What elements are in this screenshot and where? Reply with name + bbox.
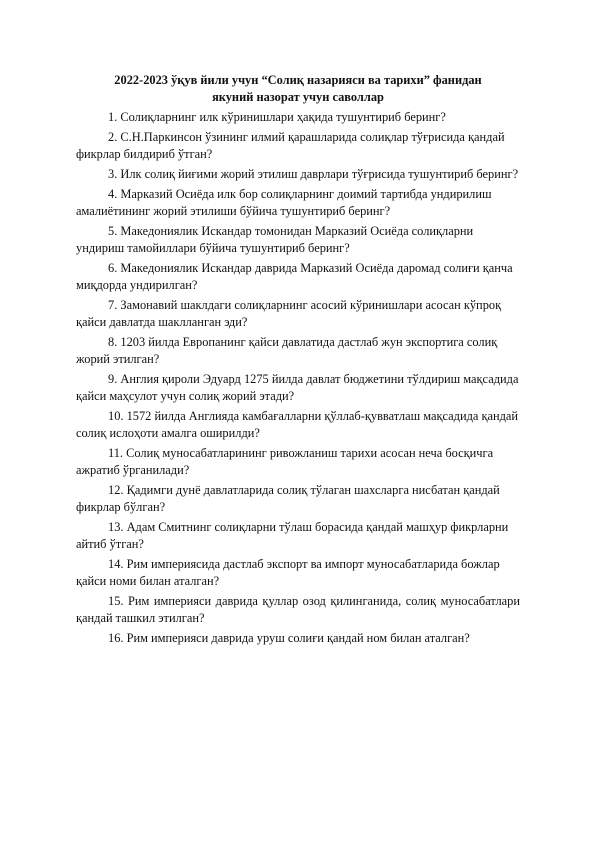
question-9: 9. Англия қироли Эдуард 1275 йилда давлат бюджетини тўлдириш мақсадида қайси маҳсулот учун солиқ жорий этади? [76, 372, 519, 403]
question-5: 5. Македониялик Искандар томонидан Марказий Осиёда солиқларни ундириш тамойиллари бўйича тушунтириб беринг? [76, 224, 474, 255]
question-15: 15. Рим империяси даврида қуллар озод қилинганида, солиқ муносабатлари қандай ташкил этилган? [76, 594, 520, 625]
question-3: 3. Илк солиқ йиғими жорий этилиш даврлари тўғрисида тушунтириб беринг? [108, 167, 519, 181]
question-1: 1. Солиқларнинг илк кўринишлари ҳақида тушунтириб беринг? [108, 110, 446, 124]
question-6: 6. Македониялик Искандар даврида Марказий Осиёда даромад солиғи қанча миқдорда ундирилган? [76, 261, 513, 292]
question-13: 13. Адам Смитнинг солиқларни тўлаш борасида қандай машҳур фикрларни айтиб ўтган? [76, 520, 509, 551]
document-body [76, 72, 520, 650]
title-line-2: якуний назорат учун саволлар [212, 90, 384, 104]
question-7: 7. Замонавий шаклдаги солиқларнинг асосий кўринишлари асосан кўпроқ қайси давлатда шаклланган эди? [76, 298, 502, 329]
question-10: 10. 1572 йилда Англияда камбағалларни қўллаб-қувватлаш мақсадида қандай солиқ ислоҳоти амалга оширилди? [76, 409, 519, 440]
document-title [76, 72, 520, 106]
question-16: 16. Рим империяси даврида уруш солиғи қандай ном билан аталган? [108, 631, 470, 645]
question-4: 4. Марказий Осиёда илк бор солиқларнинг доимий тартибда ундирилиш амалиётининг жорий этилиши бўйича тушунтириб беринг? [76, 187, 492, 218]
question-12: 12. Қадимги дунё давлатларида солиқ тўлаган шахсларга нисбатан қандай фикрлар бўлган? [76, 483, 500, 514]
question-11: 11. Солиқ муносабатларининг ривожланиш тарихи асосан неча босқичга ажратиб ўрганилади? [76, 446, 494, 477]
question-2: 2. С.Н.Паркинсон ўзининг илмий қарашларида солиқлар тўғрисида қандай фикрлар билдириб ўтган? [76, 130, 505, 161]
title-line-1: 2022-2023 ўқув йили учун “Солиқ назарияси ва тарихи” фанидан [114, 73, 482, 87]
question-8: 8. 1203 йилда Европанинг қайси давлатида дастлаб жун экспортига солиқ жорий этилган? [76, 335, 498, 366]
question-14: 14. Рим империясида дастлаб экспорт ва импорт муносабатларида божлар қайси номи билан аталган? [76, 557, 500, 588]
